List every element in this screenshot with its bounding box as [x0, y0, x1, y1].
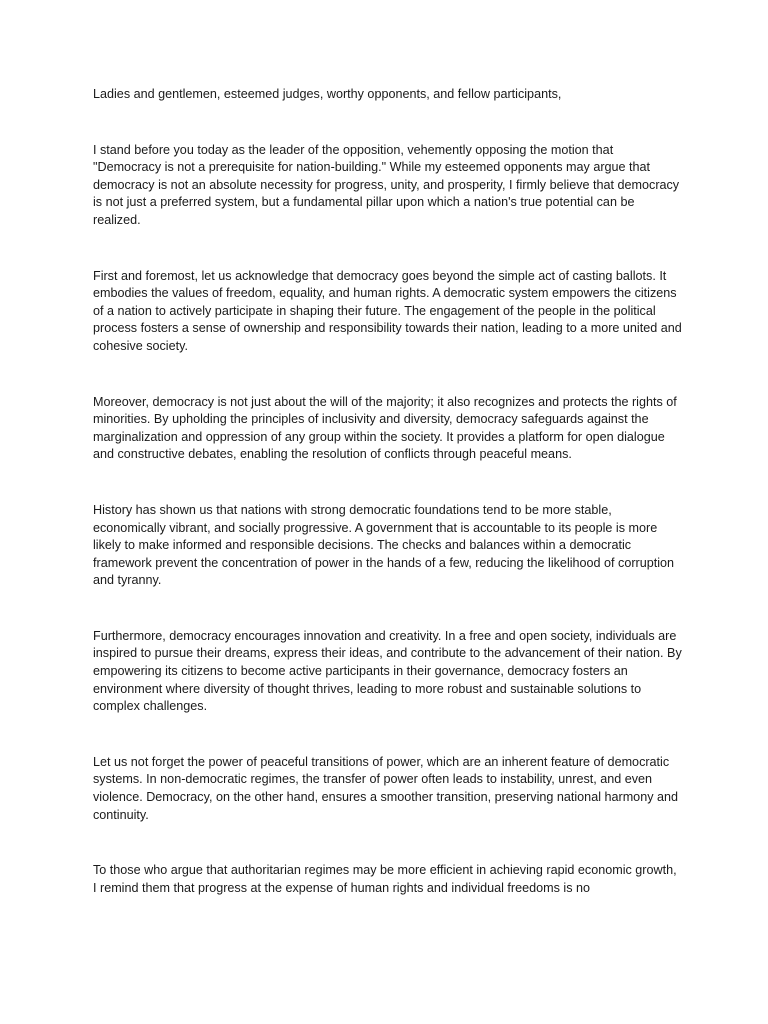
paragraph-first-point: First and foremost, let us acknowledge that democracy goes beyond the simple act of casting ballots. It embodies the values of freedom, equality, and human rights. A democratic system empowers the citizens of a nation to actively participate in shaping their future. The engagement of the people in the political process fosters a sense of ownership and responsibility towards their nation, leading to a more united and cohesive society. [93, 268, 682, 353]
paragraph-transitions: Let us not forget the power of peaceful transitions of power, which are an inherent feature of democratic systems. In non-democratic regimes, the transfer of power often leads to instability, unrest, and even violence. Democracy, on the other hand, ensures a smoother transition, preserving national harmony and continuity. [93, 754, 679, 822]
paragraph-opening: I stand before you today as the leader of the opposition, vehemently opposing the motion that "Democracy is not a prerequisite for nation-building." While my esteemed opponents may argue that democracy is not an absolute necessity for progress, unity, and prosperity, I firmly believe that democracy is not just a preferred system, but a fundamental pillar upon which a nation's true potential can be realized. [93, 142, 680, 227]
paragraph-history: History has shown us that nations with strong democratic foundations tend to be more stable, economically vibrant, and socially progressive. A government that is accountable to its people is more likely to make informed and responsible decisions. The checks and balances within a democratic framework prevent the concentration of power in the hands of a few, reducing the likelihood of corruption and tyranny. [93, 502, 675, 588]
document-body [93, 86, 683, 935]
paragraph-salutation: Ladies and gentlemen, esteemed judges, worthy opponents, and fellow participants, [93, 87, 562, 101]
paragraph-innovation: Furthermore, democracy encourages innovation and creativity. In a free and open society, individuals are inspired to pursue their dreams, express their ideas, and contribute to the advancement of their nation. By empowering its citizens to become active participants in their governance, democracy fosters an environment where diversity of thought thrives, leading to more robust and sustainable solutions to complex challenges. [93, 628, 682, 714]
paragraph-minorities: Moreover, democracy is not just about the will of the majority; it also recognizes and protects the rights of minorities. By upholding the principles of inclusivity and diversity, democracy safeguards against the marginalization and oppression of any group within the society. It provides a platform for open dialogue and constructive debates, enabling the resolution of conflicts through peaceful means. [93, 394, 677, 462]
paragraph-authoritarian: To those who argue that authoritarian regimes may be more efficient in achieving rapid economic growth, I remind them that progress at the expense of human rights and individual freedoms is no [93, 863, 677, 895]
